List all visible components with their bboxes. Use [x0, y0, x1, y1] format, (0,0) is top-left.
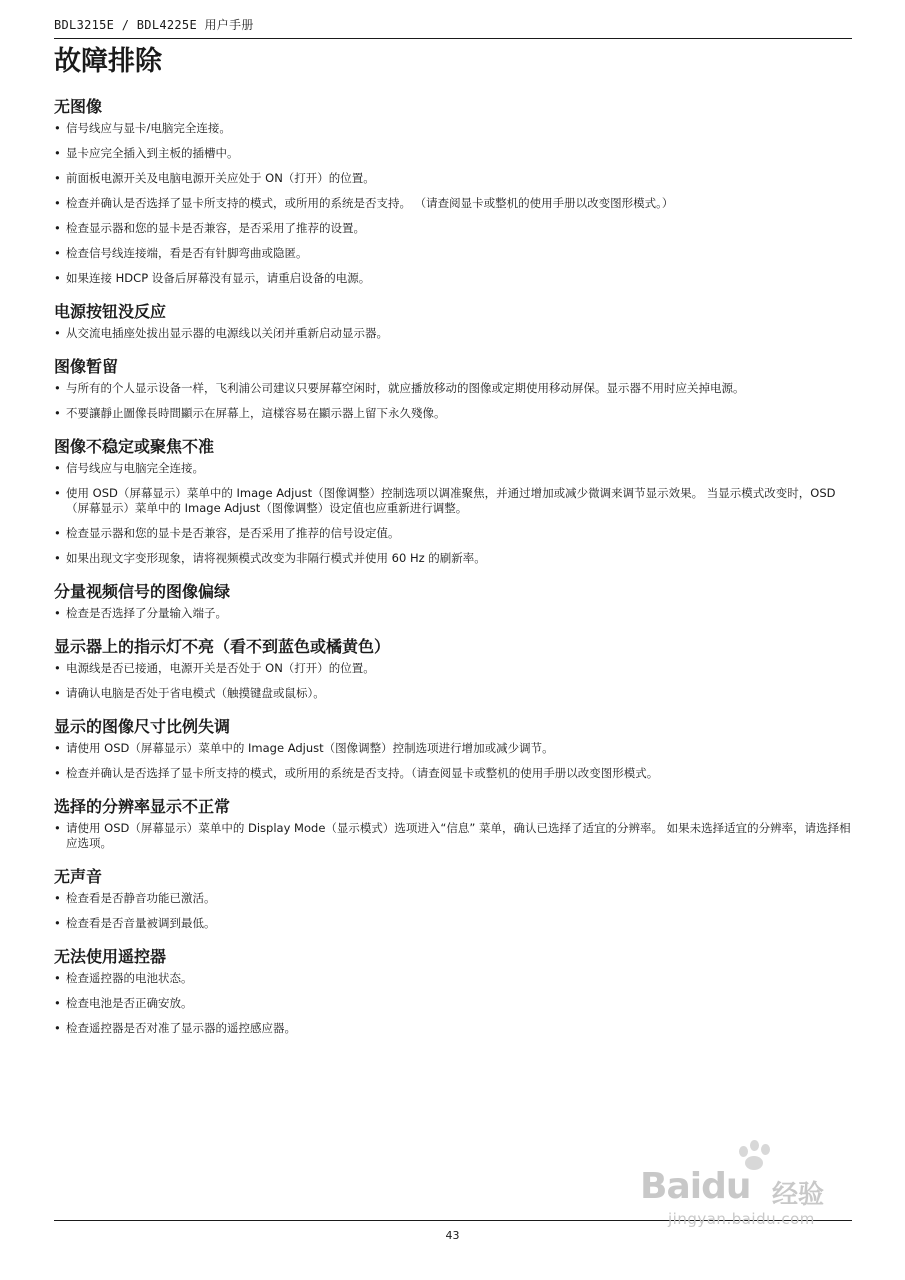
bullet-icon: • — [54, 686, 61, 700]
troubleshooting-section — [54, 796, 852, 851]
bullet-icon: • — [54, 121, 61, 135]
bullet-icon: • — [54, 821, 61, 835]
section-title: 电源按钮没反应 — [54, 302, 167, 321]
list-item — [54, 916, 852, 931]
list-item-text: 信号线应与显卡/电脑完全连接。 — [66, 121, 231, 135]
section-title: 图像暂留 — [54, 357, 119, 376]
bullet-icon: • — [54, 606, 61, 620]
troubleshooting-content — [54, 96, 852, 1051]
bullet-icon: • — [54, 996, 61, 1010]
list-item — [54, 381, 852, 396]
list-item — [54, 766, 852, 781]
list-item — [54, 221, 852, 236]
troubleshooting-section — [54, 436, 852, 566]
list-item — [54, 461, 852, 476]
list-item-text: 检查显示器和您的显卡是否兼容，是否采用了推荐的信号设定值。 — [66, 526, 400, 540]
list-item — [54, 971, 852, 986]
list-item-text: 请使用 OSD（屏幕显示）菜单中的 Image Adjust（图像调整）控制选项进行增加或减少调节。 — [66, 741, 554, 755]
section-title: 分量视频信号的图像偏绿 — [54, 582, 231, 601]
section-title: 显示器上的指示灯不亮（看不到蓝色或橘黄色） — [54, 637, 391, 656]
list-item — [54, 196, 852, 211]
list-item-text: 不要讓靜止圖像長時間顯示在屏幕上，這樣容易在顯示器上留下永久殘像。 — [66, 406, 446, 420]
list-item-text: 检查看是否静音功能已激活。 — [66, 891, 216, 905]
list-item — [54, 121, 852, 136]
section-title: 无法使用遥控器 — [54, 947, 167, 966]
troubleshooting-section — [54, 356, 852, 421]
list-item — [54, 606, 852, 621]
watermark-url: jingyan.baidu.com — [668, 1210, 815, 1228]
list-item-text: 使用 OSD（屏幕显示）菜单中的 Image Adjust（图像调整）控制选项以调准聚焦，并通过增加或减少微调来调节显示效果。 当显示模式改变时，OSD（屏幕显示）菜单中的 Image Adjust（图像调整）设定值也应重新进行调整。 — [66, 486, 836, 515]
list-item — [54, 741, 852, 756]
list-item — [54, 526, 852, 541]
bullet-icon: • — [54, 486, 61, 500]
bullet-icon: • — [54, 766, 61, 780]
list-item-text: 检查并确认是否选择了显卡所支持的模式，或所用的系统是否支持。 （请查阅显卡或整机的使用手册以改变图形模式。） — [66, 196, 674, 210]
bullet-icon: • — [54, 406, 61, 420]
list-item-text: 检查并确认是否选择了显卡所支持的模式，或所用的系统是否支持。（请查阅显卡或整机的使用手册以改变图形模式。 — [66, 766, 659, 780]
list-item-text: 检查遥控器是否对准了显示器的遥控感应器。 — [66, 1021, 296, 1035]
list-item-text: 检查电池是否正确安放。 — [66, 996, 193, 1010]
bullet-icon: • — [54, 326, 61, 340]
troubleshooting-section — [54, 946, 852, 1036]
section-title: 图像不稳定或聚焦不准 — [54, 437, 215, 456]
section-title: 显示的图像尺寸比例失调 — [54, 717, 231, 736]
list-item-text: 与所有的个人显示设备一样，飞利浦公司建议只要屏幕空闲时，就应播放移动的图像或定期使用移动屏保。显示器不用时应关掉电源。 — [66, 381, 745, 395]
list-item-text: 请确认电脑是否处于省电模式（触摸键盘或鼠标）。 — [66, 686, 325, 700]
bullet-icon: • — [54, 221, 61, 235]
section-title: 无声音 — [54, 867, 103, 886]
running-header — [54, 14, 852, 39]
bullet-icon: • — [54, 271, 61, 285]
list-item — [54, 1021, 852, 1036]
list-item-text: 前面板电源开关及电脑电源开关应处于 ON（打开）的位置。 — [66, 171, 375, 185]
troubleshooting-section — [54, 866, 852, 931]
list-item-text: 从交流电插座处拔出显示器的电源线以关闭并重新启动显示器。 — [66, 326, 388, 340]
list-item — [54, 551, 852, 566]
bullet-icon: • — [54, 741, 61, 755]
list-item — [54, 821, 852, 851]
list-item-text: 请使用 OSD（屏幕显示）菜单中的 Display Mode（显示模式）选项进入“信息” 菜单，确认已选择了适宜的分辨率。 如果未选择适宜的分辨率，请选择相应选项。 — [66, 821, 851, 850]
bullet-icon: • — [54, 381, 61, 395]
list-item-text: 检查显示器和您的显卡是否兼容，是否采用了推荐的设置。 — [66, 221, 365, 235]
list-item-text: 检查是否选择了分量输入端子。 — [66, 606, 227, 620]
baidu-jingyan-watermark — [640, 1148, 870, 1228]
troubleshooting-section — [54, 96, 852, 286]
list-item-text: 检查信号线连接端，看是否有针脚弯曲或隐匿。 — [66, 246, 308, 260]
bullet-icon: • — [54, 891, 61, 905]
bullet-icon: • — [54, 1021, 61, 1035]
troubleshooting-section — [54, 716, 852, 781]
list-item — [54, 271, 852, 286]
watermark-jingyan: 经验 — [772, 1180, 825, 1210]
bullet-icon: • — [54, 971, 61, 985]
list-item — [54, 891, 852, 906]
bullet-icon: • — [54, 196, 61, 210]
list-item — [54, 686, 852, 701]
bullet-icon: • — [54, 661, 61, 675]
section-title: 无图像 — [54, 97, 103, 116]
list-item — [54, 661, 852, 676]
list-item — [54, 146, 852, 161]
header-text: BDL3215E / BDL4225E 用户手册 — [54, 18, 254, 32]
troubleshooting-section — [54, 581, 852, 621]
list-item — [54, 996, 852, 1011]
list-item — [54, 486, 852, 516]
bullet-icon: • — [54, 916, 61, 930]
list-item-text: 显卡应完全插入到主板的插槽中。 — [66, 146, 239, 160]
page-number: 43 — [445, 1229, 460, 1242]
list-item-text: 如果连接 HDCP 设备后屏幕没有显示，请重启设备的电源。 — [66, 271, 371, 285]
bullet-icon: • — [54, 171, 61, 185]
bullet-icon: • — [54, 246, 61, 260]
section-title: 选择的分辨率显示不正常 — [54, 797, 231, 816]
troubleshooting-section — [54, 301, 852, 341]
list-item-text: 检查遥控器的电池状态。 — [66, 971, 193, 985]
bullet-icon: • — [54, 461, 61, 475]
bullet-icon: • — [54, 526, 61, 540]
watermark-brand: Baidu — [640, 1166, 751, 1207]
list-item-text: 检查看是否音量被调到最低。 — [66, 916, 216, 930]
list-item-text: 如果出现文字变形现象，请将视频模式改变为非隔行模式并使用 60 Hz 的刷新率。 — [66, 551, 486, 565]
bullet-icon: • — [54, 551, 61, 565]
list-item-text: 信号线应与电脑完全连接。 — [66, 461, 204, 475]
list-item — [54, 246, 852, 261]
list-item — [54, 171, 852, 186]
list-item — [54, 326, 852, 341]
list-item-text: 电源线是否已接通，电源开关是否处于 ON（打开）的位置。 — [66, 661, 375, 675]
page-title: 故障排除 — [54, 46, 162, 77]
bullet-icon: • — [54, 146, 61, 160]
list-item — [54, 406, 852, 421]
troubleshooting-section — [54, 636, 852, 701]
